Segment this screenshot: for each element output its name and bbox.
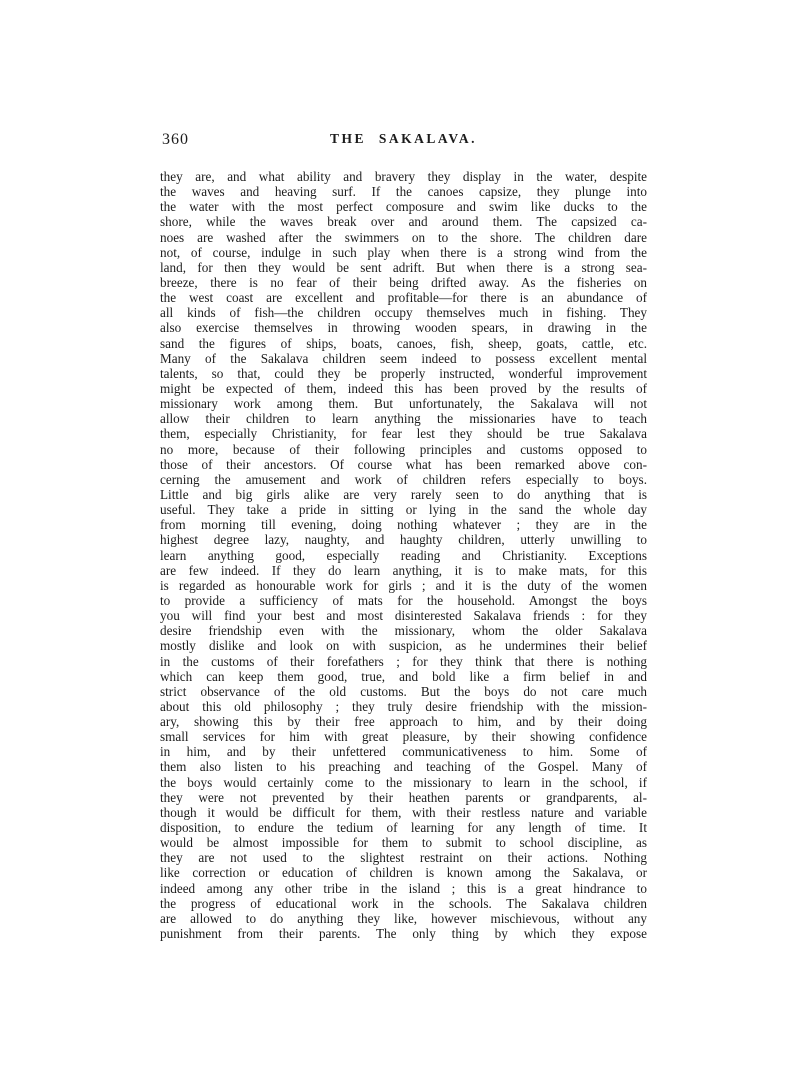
text-line: the waves and heaving surf. If the canoes capsize, they plunge into — [160, 184, 647, 200]
text-line: Little and big girls alike are very rarely seen to do anything that is — [160, 486, 647, 502]
text-line: might be expected of them, indeed this has been proved by the results of — [160, 380, 647, 396]
text-line: no more, because of their following principles and customs opposed to — [160, 441, 647, 457]
text-line: also exercise themselves in throwing wooden spears, in drawing in the — [160, 320, 647, 336]
text-line: land, for then they would be sent adrift. But when there is a strong sea- — [160, 259, 647, 275]
text-line: them, especially Christianity, for fear lest they should be true Sakalava — [160, 426, 647, 442]
text-line: the boys would certainly come to the missionary to learn in the school, if — [160, 774, 647, 790]
text-line: breeze, there is no fear of their being drifted away. As the fisheries on — [160, 274, 647, 290]
text-line: they are, and what ability and bravery they display in the water, despite — [160, 169, 647, 184]
text-line: to provide a sufficiency of mats for the household. Amongst the boys — [160, 592, 647, 608]
text-line: Many of the Sakalava children seem indeed to possess excellent mental — [160, 350, 647, 366]
text-line: from morning till evening, doing nothing whatever ; they are in the — [160, 517, 647, 533]
text-line: they were not prevented by their heathen parents or grandparents, al- — [160, 789, 647, 805]
text-line: ary, showing this by their free approach to him, and by their doing — [160, 714, 647, 730]
page-body — [160, 169, 647, 941]
text-line: them also listen to his preaching and teaching of the Gospel. Many of — [160, 759, 647, 775]
text-line: are allowed to do anything they like, however mischievous, without any — [160, 910, 647, 926]
text-line: talents, so that, could they be properly instructed, wonderful improvement — [160, 365, 647, 381]
text-line: you will find your best and most disinterested Sakalava friends : for they — [160, 608, 647, 624]
text-line: though it would be difficult for them, with their restless nature and variable — [160, 804, 647, 820]
text-line: sand the figures of ships, boats, canoes, fish, sheep, goats, cattle, etc. — [160, 335, 647, 351]
text-line: useful. They take a pride in sitting or lying in the sand the whole day — [160, 502, 647, 518]
text-line: the west coast are excellent and profitable—for there is an abundance of — [160, 290, 647, 306]
text-line: would be almost impossible for them to submit to school discipline, as — [160, 835, 647, 851]
text-line: in him, and by their unfettered communicativeness to him. Some of — [160, 744, 647, 760]
text-line: is regarded as honourable work for girls ; and it is the duty of the women — [160, 577, 647, 593]
text-line: highest degree lazy, naughty, and haughty children, utterly unwilling to — [160, 532, 647, 548]
text-line: missionary work among them. But unfortunately, the Sakalava will not — [160, 396, 647, 412]
page-header — [160, 131, 647, 149]
text-line: punishment from their parents. The only thing by which they expose — [160, 926, 647, 942]
text-line: not, of course, indulge in such play when there is a strong wind from the — [160, 244, 647, 260]
text-line: noes are washed after the swimmers on to the shore. The children dare — [160, 229, 647, 245]
text-line: small services for him with great pleasure, by their showing confidence — [160, 729, 647, 745]
text-line: disposition, to endure the tedium of learning for any length of time. It — [160, 820, 647, 836]
text-line: about this old philosophy ; they truly desire friendship with the mission- — [160, 698, 647, 714]
text-line: allow their children to learn anything the missionaries have to teach — [160, 411, 647, 427]
text-line: in the customs of their forefathers ; for they think that there is nothing — [160, 653, 647, 669]
text-line: all kinds of fish—the children occupy themselves much in fishing. They — [160, 305, 647, 321]
text-line: which can keep them good, true, and bold like a firm belief in and — [160, 668, 647, 684]
text-line: strict observance of the old customs. But the boys do not care much — [160, 683, 647, 699]
running-title: THE SAKALAVA. — [329, 131, 478, 146]
text-line: indeed among any other tribe in the island ; this is a great hindrance to — [160, 880, 647, 896]
text-line: mostly dislike and look on with suspicion, as he undermines their belief — [160, 638, 647, 654]
text-line: the water with the most perfect composure and swim like ducks to the — [160, 199, 647, 215]
text-line: shore, while the waves break over and around them. The capsized ca- — [160, 214, 647, 230]
page-content — [160, 131, 647, 941]
text-line: desire friendship even with the missionary, whom the older Sakalava — [160, 623, 647, 639]
page-number: 360 — [162, 131, 189, 148]
text-line: those of their ancestors. Of course what has been remarked above con- — [160, 456, 647, 472]
text-line: cerning the amusement and work of children refers especially to boys. — [160, 471, 647, 487]
text-line: are few indeed. If they do learn anything, it is to make mats, for this — [160, 562, 647, 578]
text-line: the progress of educational work in the schools. The Sakalava children — [160, 895, 647, 911]
text-line: learn anything good, especially reading and Christianity. Exceptions — [160, 547, 647, 563]
text-line: like correction or education of children is known among the Sakalava, or — [160, 865, 647, 881]
text-line: they are not used to the slightest restraint on their actions. Nothing — [160, 850, 647, 866]
